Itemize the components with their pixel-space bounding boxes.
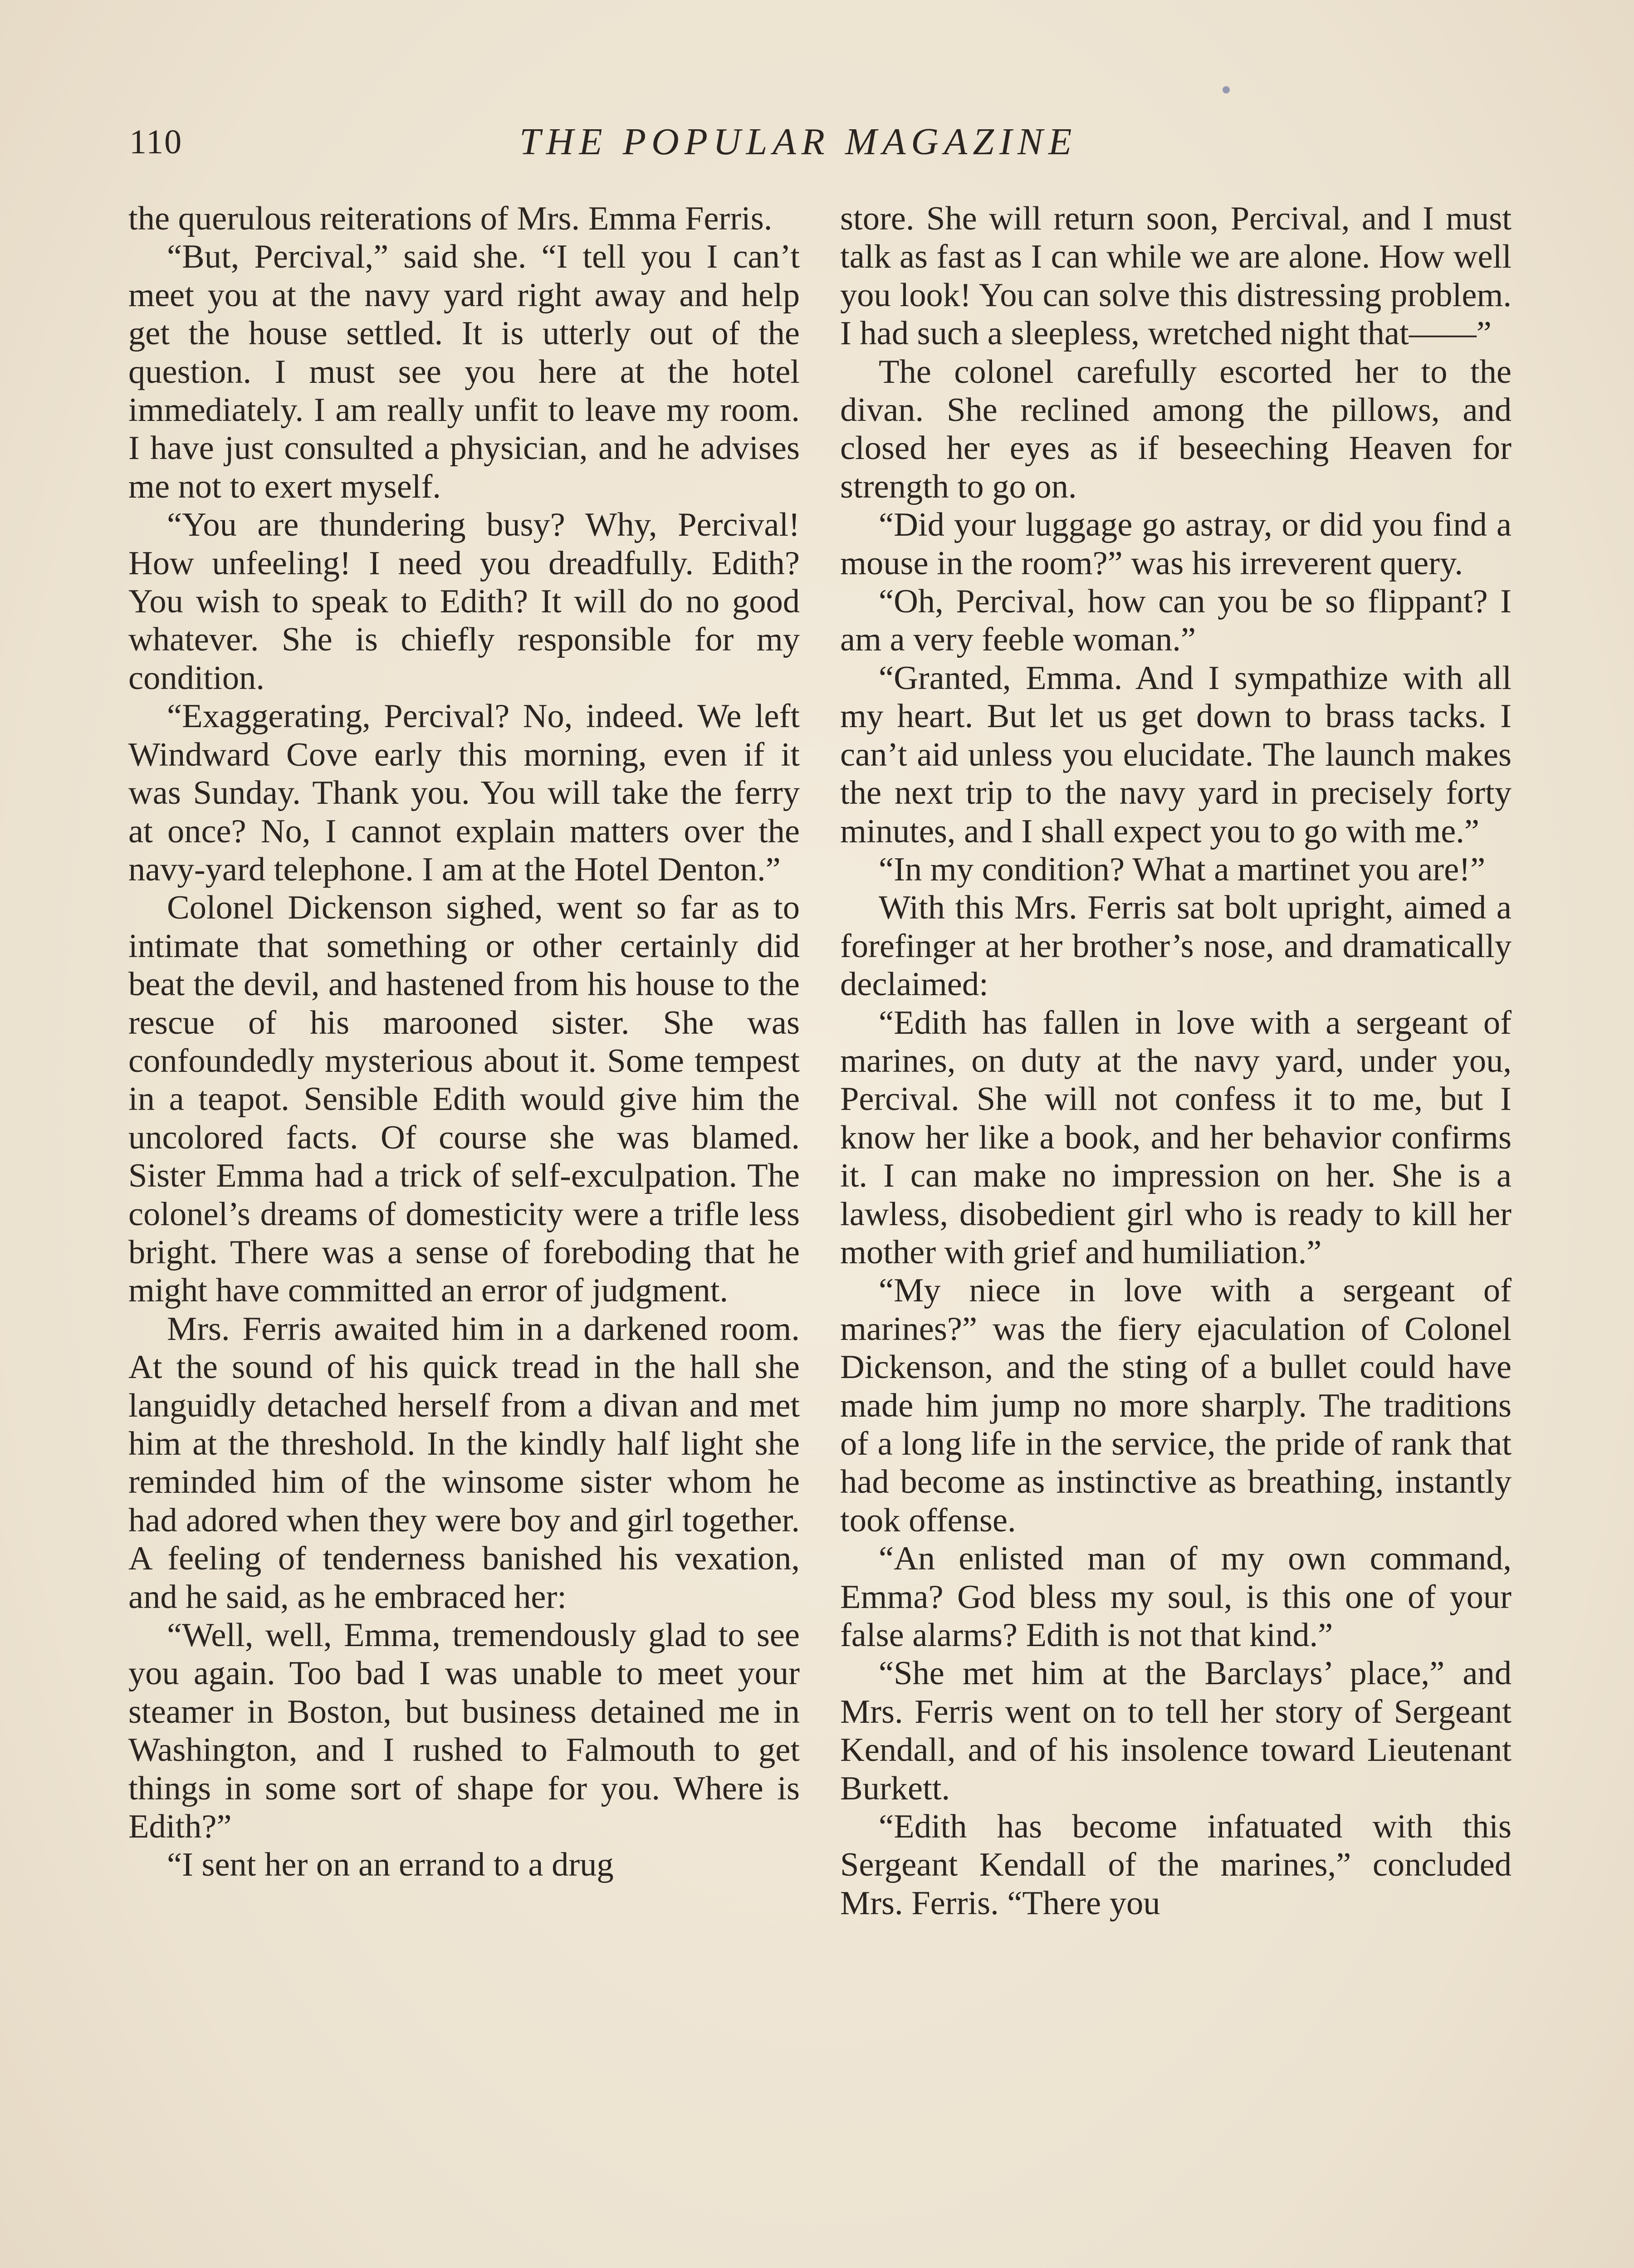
paragraph: With this Mrs. Ferris sat bolt upright, aimed a forefinger at her brother’s nose, and dramatically declaimed: bbox=[840, 889, 1512, 1003]
paragraph: “Exaggerating, Percival? No, indeed. We left Windward Cove early this morning, even if it was Sunday. Thank you. You will take the ferry at once? No, I cannot explain matters over the navy-yard telephone. I am at the Hotel Denton.” bbox=[128, 698, 800, 888]
paragraph: “In my condition? What a martinet you are!” bbox=[879, 850, 1486, 888]
paragraph: the querulous reiterations of Mrs. Emma Ferris. bbox=[128, 200, 773, 237]
paragraph: “But, Percival,” said she. “I tell you I can’t meet you at the navy yard right away and help get the house settled. It is utterly out of the question. I must see you here at the hotel immediately. I am really unfit to leave my room. I have just consulted a physician, and he advises me not to exert myself. bbox=[128, 238, 800, 505]
paragraph: store. She will return soon, Percival, and I must talk as fast as I can while we are alone. How well you look! You can solve this distressing problem. I had such a sleepless, wretched night that——” bbox=[840, 200, 1512, 352]
running-head: THE POPULAR MAGAZINE bbox=[519, 121, 1077, 163]
paragraph: “I sent her on an errand to a drug bbox=[167, 1846, 614, 1884]
paragraph: “Did your luggage go astray, or did you find a mouse in the room?” was his irreverent query. bbox=[840, 506, 1512, 582]
page-header bbox=[129, 122, 1508, 172]
paragraph: “She met him at the Barclays’ place,” and Mrs. Ferris went on to tell her story of Sergeant Kendall, and of his insolence toward Lieutenant Burkett. bbox=[840, 1655, 1512, 1807]
paragraph: “You are thundering busy? Why, Percival! How unfeeling! I need you dreadfully. Edith? You wish to speak to Edith? It will do no good whatever. She is chiefly responsible for my condition. bbox=[128, 506, 800, 697]
paragraph: “Edith has fallen in love with a sergeant of marines, on duty at the navy yard, under you, Percival. She will not confess it to me, but I know her like a book, and her behavior confirms it. I can make no impression on her. She is a lawless, disobedient girl who is ready to kill her mother with grief and humiliation.” bbox=[840, 1004, 1512, 1271]
paragraph: “Well, well, Emma, tremendously glad to see you again. Too bad I was unable to meet your steamer in Boston, but business detained me in Washington, and I rushed to Falmouth to get things in some sort of shape for you. Where is Edith?” bbox=[128, 1617, 800, 1846]
paragraph: Mrs. Ferris awaited him in a darkened room. At the sound of his quick tread in the hall she languidly detached herself from a divan and met him at the threshold. In the kindly half light she reminded him of the winsome sister whom he had adored when they were boy and girl together. A feeling of tenderness banished his vexation, and he said, as he embraced her: bbox=[128, 1310, 800, 1616]
page-number: 110 bbox=[129, 123, 183, 161]
paragraph: Colonel Dickenson sighed, went so far as to intimate that something or other certainly did beat the devil, and hastened from his house to the rescue of his marooned sister. She was confoundedly mysterious about it. Some tempest in a teapot. Sensible Edith would give him the uncolored facts. Of course she was blamed. Sister Emma had a trick of self-exculpation. The colonel’s dreams of domesticity were a trifle less bright. There was a sense of foreboding that he might have committed an error of judgment. bbox=[128, 889, 800, 1310]
paragraph: The colonel carefully escorted her to the divan. She reclined among the pillows, and closed her eyes as if beseeching Heaven for strength to go on. bbox=[840, 353, 1512, 505]
paragraph: “My niece in love with a sergeant of marines?” was the fiery ejaculation of Colonel Dickenson, and the sting of a bullet could have made him jump no more sharply. The traditions of a long life in the service, the pride of rank that had become as instinctive as breathing, instantly took offense. bbox=[840, 1272, 1512, 1539]
paragraph: “An enlisted man of my own command, Emma? God bless my soul, is this one of your false alarms? Edith is not that kind.” bbox=[840, 1540, 1512, 1654]
right-column bbox=[840, 200, 1512, 1922]
paragraph: “Edith has become infatuated with this Sergeant Kendall of the marines,” concluded Mrs. Ferris. “There you bbox=[840, 1808, 1512, 1922]
paragraph: “Granted, Emma. And I sympathize with all my heart. But let us get down to brass tacks. I can’t aid unless you elucidate. The launch makes the next trip to the navy yard in precisely forty minutes, and I shall expect you to go with me.” bbox=[840, 659, 1512, 850]
paragraph: “Oh, Percival, how can you be so flippant? I am a very feeble woman.” bbox=[840, 583, 1512, 659]
left-column bbox=[128, 200, 800, 1884]
ink-speck bbox=[1223, 86, 1230, 93]
